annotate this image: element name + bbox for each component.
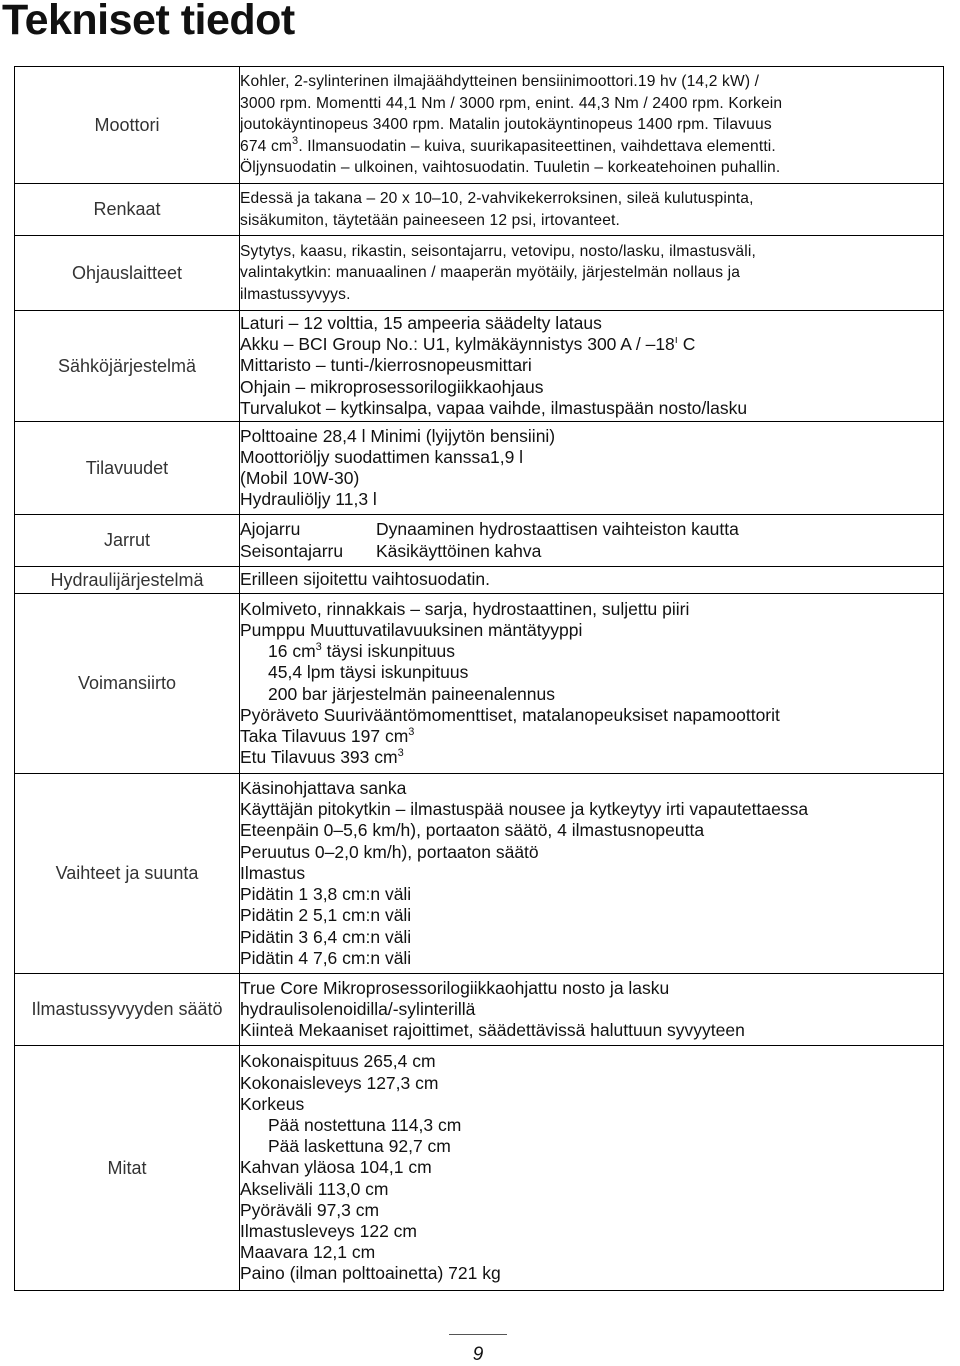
label-hydraulijarjestelma: Hydraulijärjestelmä — [15, 567, 240, 594]
label-mitat: Mitat — [15, 1046, 240, 1291]
label-renkaat: Renkaat — [15, 184, 240, 236]
label-ohjauslaitteet: Ohjauslaitteet — [15, 236, 240, 311]
page-title: Tekniset tiedot — [2, 0, 295, 44]
label-tilavuudet: Tilavuudet — [15, 422, 240, 515]
label-ilmastussyvyyden-saato: Ilmastussyvyyden säätö — [15, 974, 240, 1046]
label-jarrut: Jarrut — [15, 515, 240, 567]
row-tilavuudet — [15, 422, 944, 515]
value-sahkojarjestelma: Laturi – 12 volttia, 15 ampeeria säädelty lataus Akku – BCI Group No.: U1, kylmäkäynnistys 300 A / $-18^ı$ C Mittaristo – tunti-/kierrosnopeusmittari Ohjain – mikroprosessorilogiikkaohjaus Turvalukot – kytkinsalpa, vapaa vaihde, ilmastuspään nosto/lasku — [240, 311, 944, 422]
value-jarrut: Ajojarru Dynaaminen hydrostaattisen vaihteiston kautta Seisontajarru Käsikäyttöinen kahva — [240, 515, 944, 567]
page-number: 9 — [472, 1344, 484, 1365]
row-renkaat — [15, 184, 944, 236]
value-ohjauslaitteet: Sytytys, kaasu, rikastin, seisontajarru, vetovipu, nosto/lasku, ilmastusväli, valintakytkin: manuaalinen / maaperän myötäily, järjestelmän nollaus ja ilmastussyvyys. — [240, 236, 944, 311]
value-tilavuudet: Polttoaine 28,4 l Minimi (lyijytön bensiini) Moottoriöljy suodattimen kanssa1,9 l (Mobil 10W-30) Hydrauliöljy 11,3 l — [240, 422, 944, 515]
value-moottori: Kohler, 2-sylinterinen ilmajäähdytteinen bensiinimoottori.19 hv (14,2 kW) / 3000 rpm. Momentti 44,1 Nm / 3000 rpm, enint. 44,3 Nm / 2400 rpm. Korkein joutokäyntinopeus 3400 rpm. Matalin joutokäyntinopeus 1400 rpm. Tilavuus 674 $cm^3$. Ilmansuodatin – kuiva, suurikapasiteettinen, vaihdettava elementti. Öljynsuodatin – ulkoinen, vaihtosuodatin. Tuuletin – korkeatehoinen puhallin. — [240, 67, 944, 184]
label-moottori: Moottori — [15, 67, 240, 184]
label-sahkojarjestelma: Sähköjärjestelmä — [15, 311, 240, 422]
value-ilmastussyvyyden-saato: True Core Mikroprosessorilogiikkaohjattu nosto ja lasku hydraulisolenoidilla/-sylinterillä Kiinteä Mekaaniset rajoittimet, säädettävissä haluttuun syvyyteen — [240, 974, 944, 1046]
row-hydraulijarjestelma — [15, 567, 944, 594]
row-moottori — [15, 67, 944, 184]
row-vaihteet-ja-suunta — [15, 774, 944, 974]
row-sahkojarjestelma — [15, 311, 944, 422]
row-voimansiirto — [15, 594, 944, 774]
value-hydraulijarjestelma: Erilleen sijoitettu vaihtosuodatin. — [240, 567, 944, 594]
value-mitat: Kokonaispituus 265,4 cm Kokonaisleveys 127,3 cm Korkeus Pää nostettuna 114,3 cm Pää laskettuna 92,7 cm Kahvan yläosa 104,1 cm Akseliväli 113,0 cm Pyöräväli 97,3 cm Ilmastusleveys 122 cm Maavara 12,1 cm Paino (ilman polttoainetta) 721 kg — [240, 1046, 944, 1291]
row-ilmastussyvyyden-saato — [15, 974, 944, 1046]
spec-table — [14, 66, 944, 1291]
row-ohjauslaitteet — [15, 236, 944, 311]
row-jarrut — [15, 515, 944, 567]
label-voimansiirto: Voimansiirto — [15, 594, 240, 774]
label-vaihteet-ja-suunta: Vaihteet ja suunta — [15, 774, 240, 974]
value-renkaat: Edessä ja takana – 20 x 10–10, 2-vahvikekerroksinen, sileä kulutuspinta, sisäkumiton, täytetään paineeseen 12 psi, irtovanteet. — [240, 184, 944, 236]
row-mitat — [15, 1046, 944, 1291]
value-voimansiirto: Kolmiveto, rinnakkais – sarja, hydrostaattinen, suljettu piiri Pumppu Muuttuvatilavuuksinen mäntätyyppi 16 $cm^3$ täysi iskunpituus 45,4 lpm täysi iskunpituus 200 bar järjestelmän paineenalennus Pyöräveto Suurivääntömomenttiset, matalanopeuksiset napamoottorit Taka Tilavuus 197 $cm^3$ Etu Tilavuus 393 $cm^3$ — [240, 594, 944, 774]
footer-divider — [449, 1334, 507, 1335]
value-vaihteet-ja-suunta: Käsinohjattava sanka Käyttäjän pitokytkin – ilmastuspää nousee ja kytkeytyy irti vapautettaessa Eteenpäin 0–5,6 km/h), portaaton säätö, 4 ilmastusnopeutta Peruutus 0–2,0 km/h), portaaton säätö Ilmastus Pidätin 1 3,8 cm:n väli Pidätin 2 5,1 cm:n väli Pidätin 3 6,4 cm:n väli Pidätin 4 7,6 cm:n väli — [240, 774, 944, 974]
